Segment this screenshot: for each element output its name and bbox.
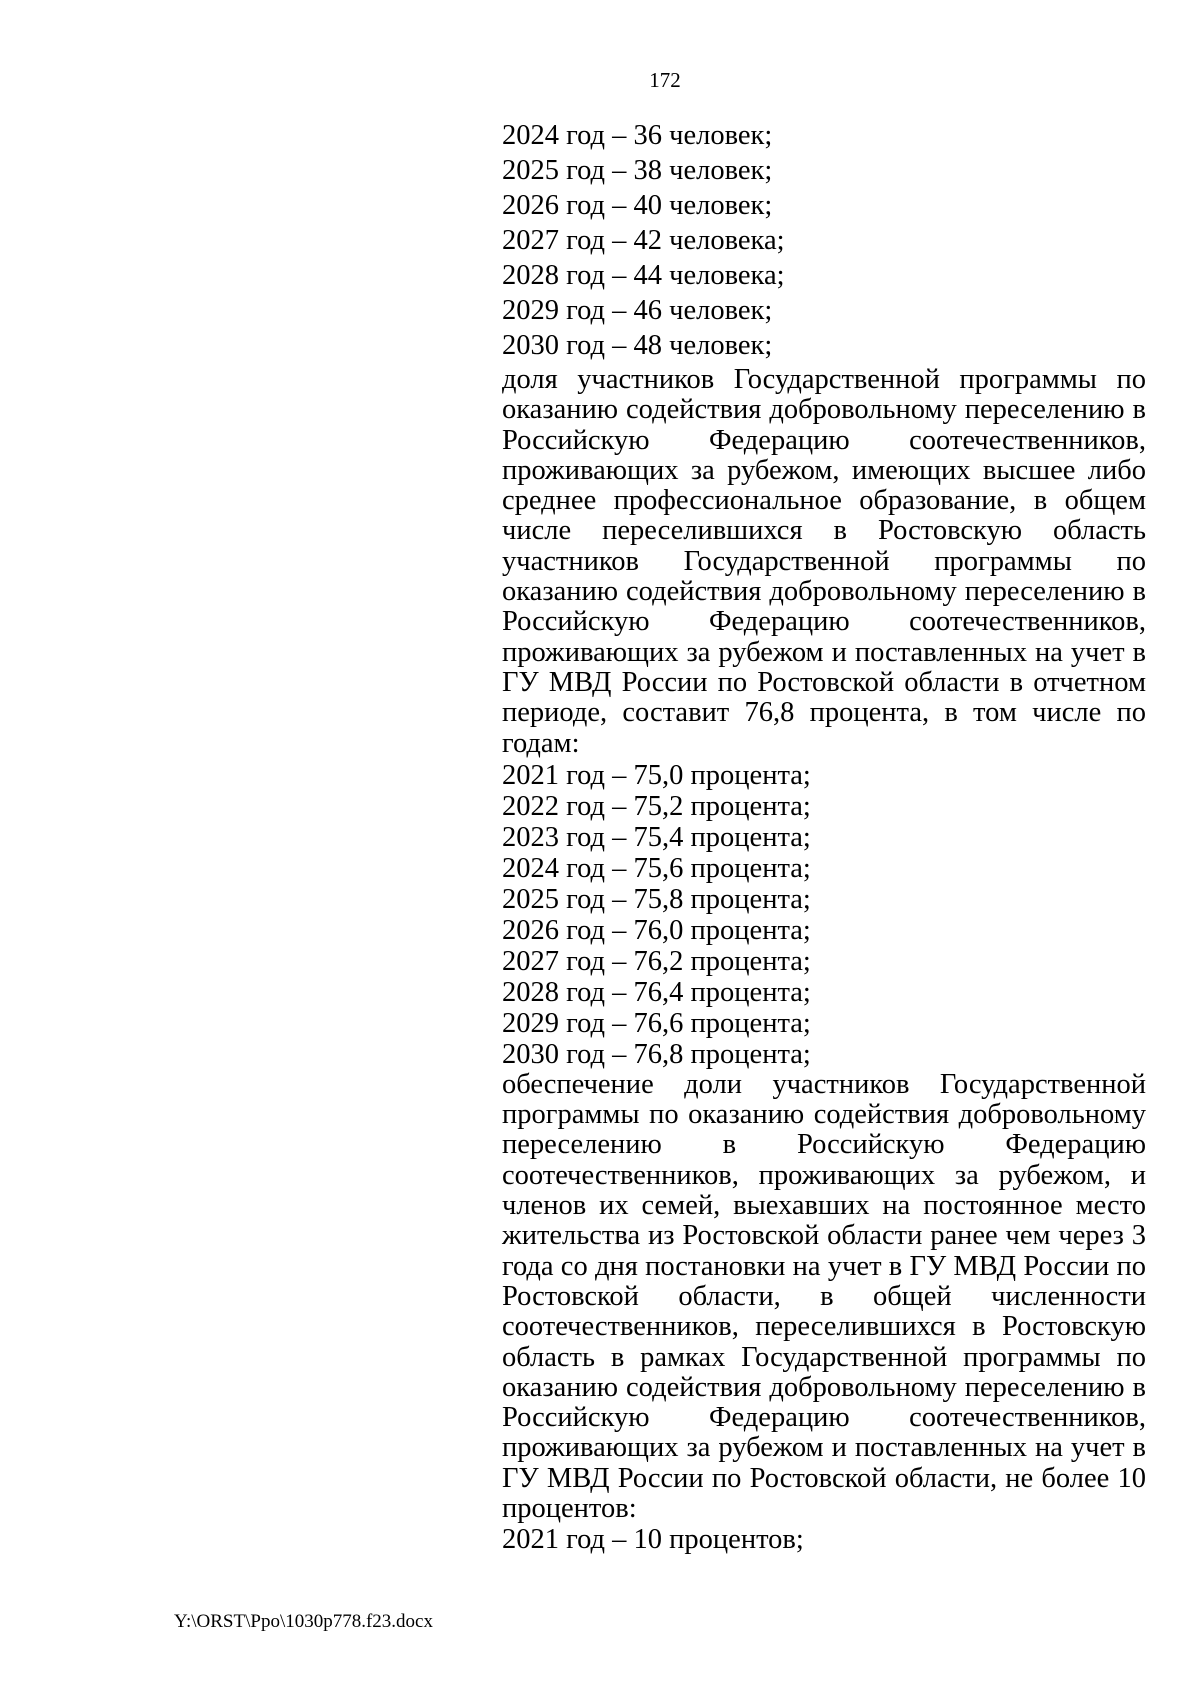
list-item: 2028 год – 44 человека; — [502, 260, 785, 291]
footer-file-path: Y:\ORST\Ppo\1030p778.f23.docx — [174, 1611, 433, 1632]
paragraph-departed-share: обеспечение доли участников Государственной программы по оказанию содействия добровольному переселению в Российскую Федерацию соотечественников, проживающих за рубежом, и членов их семей, выехавших на постоянное место жительства из Ростовской области ранее чем через 3 года со дня постановки на учет в ГУ МВД России по Ростовской области, в общей численности соотечественников, переселившихся в Ростовскую область в рамках Государственной программы по оказанию содействия добровольному переселению в Российскую Федерацию соотечественников, проживающих за рубежом и поставленных на учет в ГУ МВД России по Ростовской области, не более 10 процентов: — [502, 1068, 1146, 1525]
list-item: 2026 год – 76,0 процента; — [502, 914, 811, 946]
list-item: 2025 год – 38 человек; — [502, 155, 773, 186]
list-item: 2025 год – 75,8 процента; — [502, 883, 811, 915]
list-item: 2024 год – 36 человек; — [502, 120, 773, 151]
percent-by-year-list — [502, 760, 1146, 1070]
document-body — [502, 118, 1146, 1555]
list-item: 2021 год – 75,0 процента; — [502, 759, 811, 791]
list-item: 2030 год – 76,8 процента; — [502, 1038, 811, 1070]
departed-by-year-list — [502, 1524, 1146, 1555]
list-item: 2021 год – 10 процентов; — [502, 1524, 804, 1556]
persons-by-year-list — [502, 118, 1146, 363]
list-item: 2030 год – 48 человек; — [502, 330, 773, 361]
list-item: 2029 год – 46 человек; — [502, 295, 773, 326]
page-number: 172 — [649, 68, 681, 92]
list-item: 2029 год – 76,6 процента; — [502, 1007, 811, 1039]
list-item: 2028 год – 76,4 процента; — [502, 976, 811, 1008]
list-item: 2027 год – 76,2 процента; — [502, 945, 811, 977]
list-item: 2027 год – 42 человека; — [502, 225, 785, 256]
paragraph-share-educated: доля участников Государственной программы по оказанию содействия добровольному переселению в Российскую Федерацию соотечественников, проживающих за рубежом, имеющих высшее либо среднее профессиональное образование, в общем числе переселившихся в Ростовскую область участников Государственной программы по оказанию содействия добровольному переселению в Российскую Федерацию соотечественников, проживающих за рубежом и поставленных на учет в ГУ МВД России по Ростовской области в отчетном периоде, составит 76,8 процента, в том числе по годам: — [502, 364, 1146, 759]
list-item: 2022 год – 75,2 процента; — [502, 790, 811, 822]
list-item: 2023 год – 75,4 процента; — [502, 821, 811, 853]
list-item: 2026 год – 40 человек; — [502, 190, 773, 221]
list-item: 2024 год – 75,6 процента; — [502, 852, 811, 884]
